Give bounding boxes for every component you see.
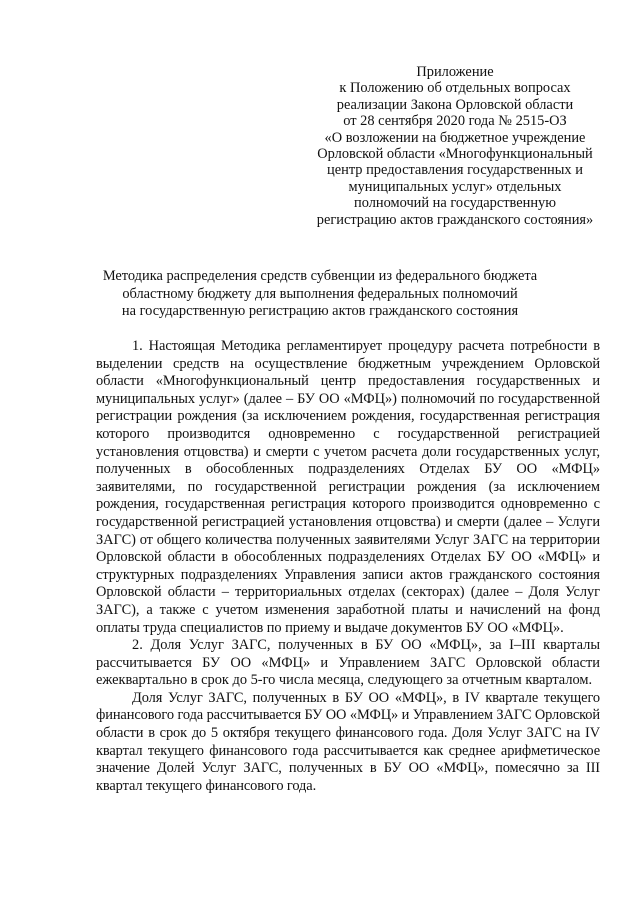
appendix-line: Орловской области «Многофункциональный	[317, 146, 593, 163]
paragraph-1: 1. Настоящая Методика регламентирует процедуру расчета потребности в выделении средств на осуществление бюджетным учреждением Орловской области «Многофункциональный центр предоставления государственных и муниципальных услуг» (далее – БУ ОО «МФЦ») полномочий по государственной регистрации рождения (за исключением рождения, государственная регистрация которого производится одновременно с государственной регистрацией установления отцовства) и смерти с учетом расчета доли государственных услуг, полученных в обособленных подразделениях Отделах БУ ОО «МФЦ» заявителями, по государственной регистрации рождения (за исключением рождения, государственная регистрация которого производится одновременно с государственной регистрацией установления отцовства) и смерти (далее – Услуги ЗАГС) от общего количества полученных заявителями Услуг ЗАГС на территории Орловской области в обособленных подразделениях Отделах БУ ОО «МФЦ» и структурных подразделениях Управления записи актов гражданского состояния Орловской области – территориальных отделах (секторах) (далее – Доля Услуг ЗАГС), а также с учетом изменения заработной платы и начислений на фонд оплаты труда специалистов по приему и выдаче документов БУ ОО «МФЦ».	[96, 338, 600, 636]
document-body	[96, 338, 600, 795]
title-line: на государственную регистрацию актов гражданского состояния	[121, 303, 519, 320]
paragraph-3: Доля Услуг ЗАГС, полученных в БУ ОО «МФЦ», в IV квартале текущего финансового года рассчитывается БУ ОО «МФЦ» и Управлением ЗАГС Орловской области в срок до 5 октября текущего финансового года. Доля Услуг ЗАГС на IV квартал текущего финансового года рассчитывается как среднее арифметическое значение Долей Услуг ЗАГС, полученных в БУ ОО «МФЦ», помесячно за III квартал текущего финансового года.	[96, 689, 600, 794]
paragraph-2: 2. Доля Услуг ЗАГС, полученных в БУ ОО «МФЦ», за I–III кварталы рассчитывается БУ ОО «МФЦ» и Управлением ЗАГС Орловской области ежеквартально в срок до 5-го числа месяца, следующего за отчетным кварталом.	[96, 637, 600, 689]
appendix-header	[300, 64, 610, 228]
appendix-line: Приложение	[416, 64, 494, 80]
appendix-line: полномочий на государственную	[354, 195, 556, 212]
appendix-line: от 28 сентября 2020 года № 2515-ОЗ	[343, 113, 567, 130]
title-line: Методика распределения средств субвенции из федерального бюджета	[102, 268, 538, 284]
appendix-line: муниципальных услуг» отдельных	[348, 178, 562, 195]
appendix-line: «О возложении на бюджетное учреждение	[324, 129, 586, 146]
appendix-line: регистрацию актов гражданского состояния»	[316, 211, 594, 228]
document-title	[86, 268, 554, 321]
appendix-line: реализации Закона Орловской области	[336, 96, 574, 113]
title-line: областному бюджету для выполнения федеральных полномочий	[122, 285, 518, 302]
appendix-line: к Положению об отдельных вопросах	[339, 80, 571, 97]
appendix-line: центр предоставления государственных и	[327, 162, 583, 179]
